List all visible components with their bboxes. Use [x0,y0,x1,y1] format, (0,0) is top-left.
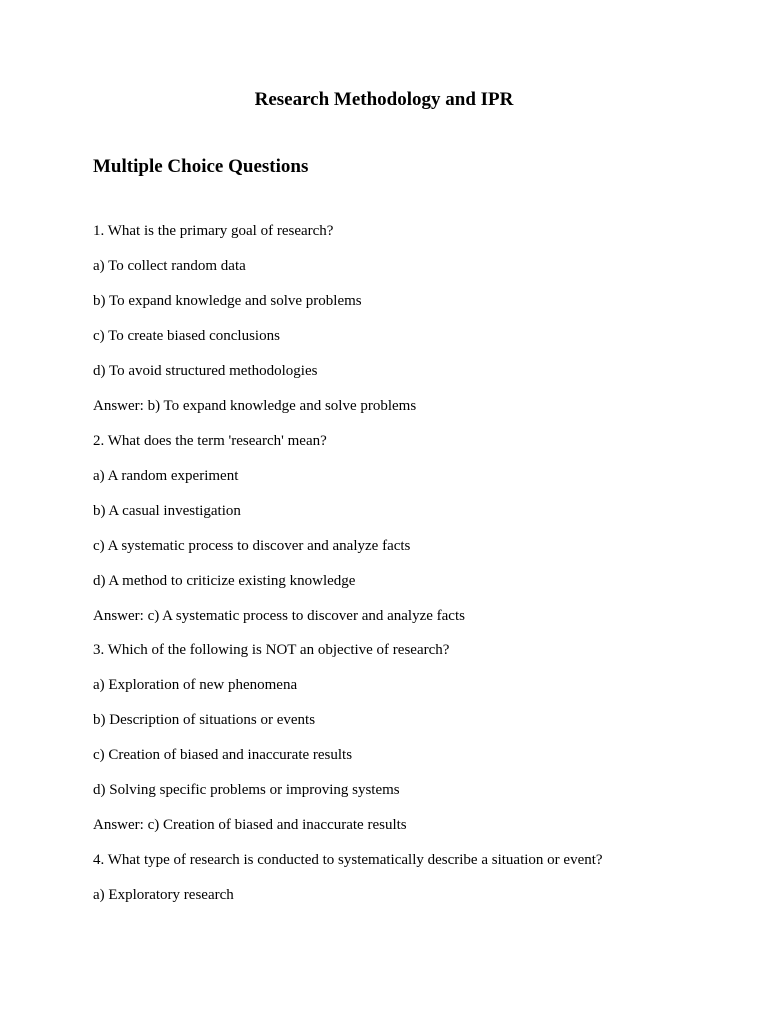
option-line: d) Solving specific problems or improving systems [93,782,400,798]
answer-line: Answer: c) Creation of biased and inaccurate results [93,817,407,833]
option-line: c) To create biased conclusions [93,328,280,344]
option-line: a) Exploration of new phenomena [93,677,298,693]
answer-line: Answer: c) A systematic process to discover and analyze facts [93,608,465,624]
option-line: b) A casual investigation [93,503,241,519]
option-line: a) A random experiment [93,468,239,484]
question-line: 1. What is the primary goal of research? [93,223,334,239]
option-line: b) To expand knowledge and solve problems [93,293,362,309]
option-line: d) A method to criticize existing knowledge [93,573,356,589]
section-heading: Multiple Choice Questions [93,156,309,177]
document-title: Research Methodology and IPR [254,89,514,110]
option-line: c) Creation of biased and inaccurate results [93,747,353,763]
question-line: 4. What type of research is conducted to systematically describe a situation or event? [93,852,603,868]
option-line: a) Exploratory research [93,887,234,903]
question-line: 2. What does the term 'research' mean? [93,433,327,449]
option-line: b) Description of situations or events [93,712,316,728]
option-line: d) To avoid structured methodologies [93,363,318,379]
option-line: c) A systematic process to discover and analyze facts [93,538,411,554]
question-line: 3. Which of the following is NOT an objective of research? [93,642,450,658]
option-line: a) To collect random data [93,258,246,274]
answer-line: Answer: b) To expand knowledge and solve problems [93,398,417,414]
